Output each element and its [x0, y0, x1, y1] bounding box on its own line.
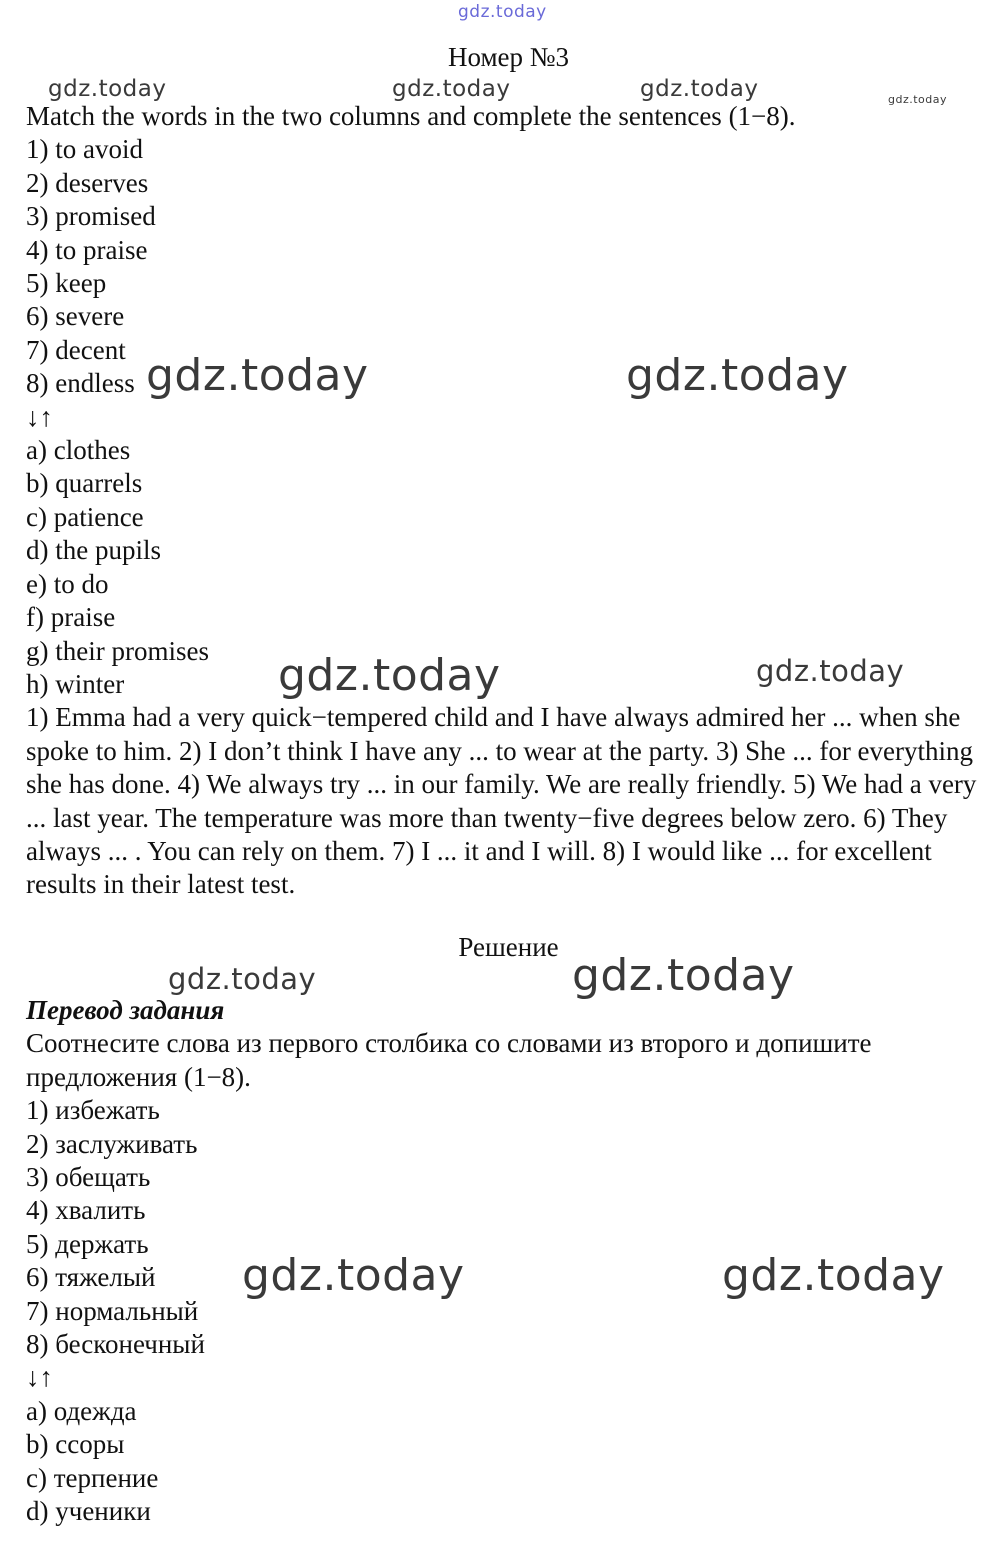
list-item: d) the pupils [26, 535, 161, 566]
list-item: 8) endless [26, 368, 135, 399]
watermark: gdz.today [626, 350, 849, 401]
watermark: gdz.today [146, 350, 369, 401]
watermark: gdz.today [392, 76, 511, 102]
list-item: b) ссоры [26, 1429, 125, 1460]
list-item: 6) severe [26, 301, 125, 332]
list-item: 3) обещать [26, 1162, 151, 1193]
watermark: gdz.today [168, 962, 317, 996]
list-item: e) to do [26, 568, 109, 599]
list-item: 1) избежать [26, 1095, 160, 1126]
translation-column-2 [26, 1395, 991, 1529]
arrows-icon: ↓↑ [26, 401, 53, 432]
watermark: gdz.today [48, 76, 167, 102]
list-item: c) терпение [26, 1462, 159, 1493]
list-item: 6) тяжелый [26, 1262, 156, 1293]
list-item: c) patience [26, 501, 144, 532]
task-instruction: Match the words in the two columns and complete the sentences (1−8). [26, 101, 796, 131]
task-section [26, 100, 991, 902]
list-item: h) winter [26, 668, 125, 699]
list-item: 7) decent [26, 334, 126, 365]
solution-heading: Решение [458, 932, 559, 962]
watermark: gdz.today [572, 950, 795, 1001]
translation-column-1 [26, 1094, 991, 1361]
task-sentences: 1) Emma had a very quick−tempered child and I have always admired her ... when she spoke to him. 2) I don’t think I have any ... to wear at the party. 3) She ... for everything she has done. 4) We always try ... in our family. We are really friendly. 5) We had a very ... last year. The temperature was more than twenty−five degrees below zero. 6) They always ... . You can rely on them. 7) I ... it and I will. 8) I would like ... for excellent results in their latest test. [26, 702, 977, 900]
list-item: 4) хвалить [26, 1195, 146, 1226]
list-item: a) clothes [26, 435, 131, 466]
list-item: a) одежда [26, 1395, 137, 1426]
watermark: gdz.today [458, 2, 547, 22]
list-item: 5) держать [26, 1228, 149, 1259]
list-item: 7) нормальный [26, 1295, 199, 1326]
watermark: gdz.today [242, 1250, 465, 1301]
list-item: 4) to praise [26, 234, 148, 265]
watermark: gdz.today [640, 76, 759, 102]
list-item: 8) бесконечный [26, 1329, 205, 1360]
list-item: 2) заслуживать [26, 1128, 198, 1159]
list-item: f) praise [26, 602, 116, 633]
translation-title: Перевод задания [26, 995, 225, 1025]
watermark: gdz.today [756, 654, 905, 688]
list-item: 2) deserves [26, 167, 149, 198]
page-title: Номер №3 [447, 42, 570, 72]
list-item: b) quarrels [26, 468, 143, 499]
list-item: 3) promised [26, 201, 156, 232]
list-item: 1) to avoid [26, 134, 143, 165]
watermark: gdz.today [888, 93, 948, 106]
list-item: d) ученики [26, 1496, 151, 1527]
list-item: g) their promises [26, 635, 209, 666]
list-item: 5) keep [26, 268, 107, 299]
arrows-icon: ↓↑ [26, 1362, 53, 1393]
watermark: gdz.today [722, 1250, 945, 1301]
translation-instruction: Соотнесите слова из первого столбика со словами из второго и допишите предложения (1−8). [26, 1028, 872, 1092]
watermark: gdz.today [278, 650, 501, 701]
